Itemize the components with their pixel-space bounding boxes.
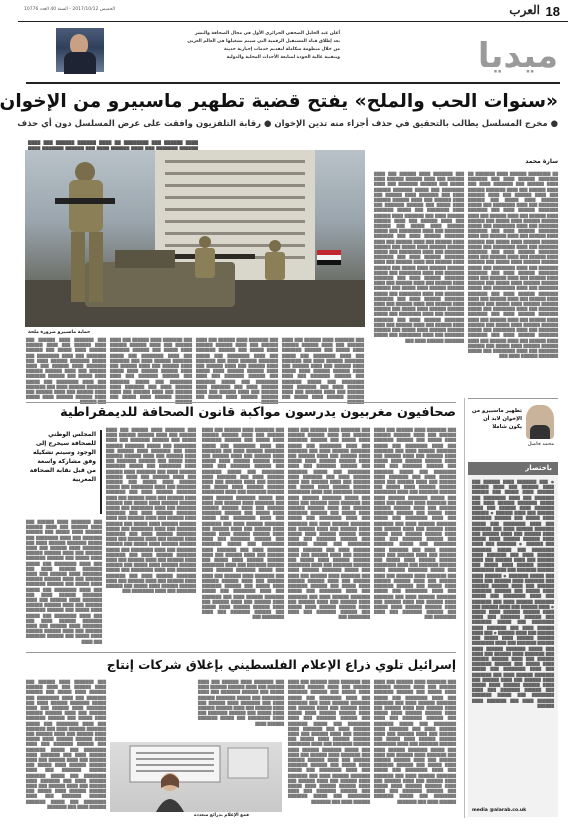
quote-name: محمد فاضل	[527, 442, 554, 447]
lead-article-col-2: ███ ███████ ████ ██████ ███ ████ ██████ ███ ████ ██████ ██████ ████ █████ ███ ██████ ███████ ███ ████ ████████ ███ █████ ███████ ██████ ████ ███ ███████ ████ ██████ ███ ████ ██████ ███ ████ ██████ ██████ ████ █████ ███ ██████ ███████ ███ ████ ████████ ███ █████ ███████ ██████ ████ ███ ███████ ████ ██████ ███ ████ ██████ ███ ████ ██████ ██████ ████ █████ ███ ██████ ███████ ███ ████ ████████ ███ █████ ███████ ██████ ████ ███ ███████ ████ ██████ ███ ████ ██████ ███ ████ ██████ ██████ ████ █████ ███ ██████ ███████ ███ ████ ████████ ███ █████ ███████ ██████ ████ ███ ███████ ████ ██████ ███ ████ ██████ ███ ████ ██████ ██████ ████ █████ ███ ██████ ███████ ███ ████ ████████ ███ █████ ███████ ██████ ████ ███ ███████ ████ ██████ ███ ████ ██████ ███ ████ ██████ ██████ ████ █████ ███ ██████ ███████ ███ ████ ████████ ███ █████ ███████ ██████ ████ ███ ███████ ████ ██████ ███ ████ ██████ ███ ████ ██████ ██████ ████ █████ ███ ██████ ███████ ███ ████ ████████ ███ █████ ███████ ██████ ████ ███ ███████ ████ ██████ ███ ████ ██████ ███ ████ ██████ ██████ ████ █████ ███ ██████ ███████ ███ ████ ████████ ███ █████ ███████ ██████ ████ ███	[374, 172, 464, 343]
section-divider	[26, 82, 560, 84]
top-brief-text	[110, 30, 340, 72]
quote-text: تطهير ماسبيرو من الإخوان لابد أن يكون شاملا	[471, 408, 522, 430]
lead-article-col-4: ███ ███████ ████ ██████ ███ ████ ██████ ███ ████ ██████ ██████ ████ █████ ███ ██████ ███████ ███ ████ ████████ ███ █████ ███████ ██████ ████ ███ ███████ ████ ██████ ███ ████ ██████ ███ ████ ██████ ██████ ████ █████ ███ ██████ ███████ ███ ████ ████████ ███ █████ ███████ ██████ ████ ███ ███████ ████ ██████ ███ ████ ██████ ███ ████ ██████ ██████ ████ █████ ███	[196, 338, 278, 400]
byline: سارة محمد	[525, 158, 558, 165]
second-story-col-4: ███ ███████ ████ ██████ ███ ████ ██████ ███ ████ ██████ ██████ ████ █████ ███ ██████ ███████ ███ ████ ████████ ███ █████ ███████ ██████ ████ ███ ███████ ████ ██████ ███ ████ ██████ ███ ████ ██████ ██████ ████ █████ ███ ██████ ███████ ███ ████ ████████ ███ █████ ███████ ██████ ████ ███ ███████ ████ ██████ ███ ████ ██████ ███ ████ ██████ ██████ ████ █████ ███ ██████ ███████ ███ ████ ████████ ███ █████ ███████ ██████ ████ ███ ███████ ████ ██████ ███ ████ ██████ ███ ████ ██████ ██████ ████ █████ ███ ██████ ███████ ███ ████ ████████ ███ █████ ███████ ██████ ████ ███ ███████ ████ ██████ ███ ████ ██████ ███ ████ ██████ ██████ ████ █████ ███ ██████ ███████ ███ ████ ████████ ███ █████ ███████ ██████ ████ ███ ███████ ████ ██████ ███ ████ ██████ ███ ████ ██████ ██████ ████ █████ ███ ██████ ███████ ███ ████ ████████ ███ █████ ███████ ██████ ████ ███ ███████ ████ ██████ ███ ████ ██████ ███ ████ ██████ ██████ ████ █████ ███ ██████ ███████ ███ ████ ████████ ███ █████ ███████ ██████ ████ ███ ███████ ████ ██████ ███ ████ ██████ ███ ████ ██████ ██████ ████ █████ ███ ██████ ███████ ███ ████ ████████ ███	[106, 428, 196, 594]
column-rule	[464, 398, 465, 818]
brief-line: من خلال منظومة متكاملة لتقديم خدمات إخبارية حديثة	[224, 47, 340, 52]
date-line: الخميس 2017/10/12 - السنة 40 العدد 10776	[24, 7, 116, 12]
soldier-scene	[25, 150, 365, 327]
lead-article-col-1: ██ ████████ ██████ ████ ███████ ██ ███████ ██████ ████ ███ ███████ ████ ██████ ███ ███████ ████ ███ ████ ██████ ███ ████ ███████ ██████ ███ ████ ██████ ███ ████ ██████ ██████ ████ █████ ███ ██████ ███████ ███ ████ ████████ ███ █████ ███████ ██████ ████ ███ ███████ ████ ██████ ███ ████ ██████ ███ ████ ██████ ██████ ████ █████ ███ ██████ ███████ ███ ████ ████████ ███ █████ ███████ ██████ ████ ███ ███████ ████ ██████ ███ ████ ██████ ███ ████ ██████ ██████ ████ █████ ███ ██████ ███████ ███ ████ ████████ ███ █████ ███████ ██████ ████ ███ ███████ ████ ██████ ███ ████ ██████ ███ ████ ██████ ██████ ████ █████ ███ ██████ ███████ ███ ████ ████████ ███ █████ ███████ ██████ ████ ███ ███████ ████ ██████ ███ ████ ██████ ███ ████ ██████ ██████ ████ █████ ███ ██████ ███████ ███ ████ ████████ ███ █████ ███████ ██████ ████ ███ ███████ ████ ██████ ███ ████ ██████ ███ ████ ██████ ██████ ████ █████ ███ ██████ ███████ ███ ████ ████████ ███ █████ ███████ ██████ ████ ███ ███████ ████ ██████ ███ ████ ██████ ███ ████ ██████ ██████ ████ █████ ███ ██████ ███████ ███ ████ ████████ ███ █████ ███████ ██████ ████ ███ ███████ ████ ██████ ███ ████ ██████ ███ ████ ██████ ██████ ████ █████ ███ ██████ ███████ ███ ████ ████████ ███ █████ ███████ ██████ ████ ███	[468, 172, 558, 359]
second-story-col-3: ███ ███████ ████ ██████ ███ ████ ██████ ███ ████ ██████ ██████ ████ █████ ███ ██████ ███████ ███ ████ ████████ ███ █████ ███████ ██████ ████ ███ ███████ ████ ██████ ███ ████ ██████ ███ ████ ██████ ██████ ████ █████ ███ ██████ ███████ ███ ████ ████████ ███ █████ ███████ ██████ ████ ███ ███████ ████ ██████ ███ ████ ██████ ███ ████ ██████ ██████ ████ █████ ███ ██████ ███████ ███ ████ ████████ ███ █████ ███████ ██████ ████ ███ ███████ ████ ██████ ███ ████ ██████ ███ ████ ██████ ██████ ████ █████ ███ ██████ ███████ ███ ████ ████████ ███ █████ ███████ ██████ ████ ███ ███████ ████ ██████ ███ ████ ██████ ███ ████ ██████ ██████ ████ █████ ███ ██████ ███████ ███ ████ ████████ ███ █████ ███████ ██████ ████ ███ ███████ ████ ██████ ███ ████ ██████ ███ ████ ██████ ██████ ████ █████ ███ ██████ ███████ ███ ████ ████████ ███ █████ ███████ ██████ ████ ███ ███████ ████ ██████ ███ ████ ██████ ███ ████ ██████ ██████ ████ █████ ███ ██████ ███████ ███ ████ ████████ ███ █████ ███████ ██████ ████ ███ ███████ ████ ██████ ███ ████ ██████ ███ ████ ██████ ██████ ████ █████ ███ ██████ ███████ ███ ████ ████████ ███	[202, 428, 284, 620]
lead-headline: «سنوات الحب والملح» يفتح قضية تطهير ماسبيرو من الإخوان	[0, 91, 558, 112]
lead-article-col-3: ███ ███████ ████ ██████ ███ ████ ██████ ███ ████ ██████ ██████ ████ █████ ███ ██████ ███████ ███ ████ ████████ ███ █████ ███████ ██████ ████ ███ ███████ ████ ██████ ███ ████ ██████ ███ ████ ██████ ██████ ████ █████ ███ ██████ ███████ ███ ████ ████████ ███ █████ ███████ ██████ ████ ███ ███████ ████ ██████ ███ ████ ██████ ███ ████ ██████ ██████ ████ █████ ███	[282, 338, 364, 400]
third-story-photo-caption: قمع الإعلام بذرائع متعددة	[194, 813, 249, 818]
brief-line: بعد إطلاق قناة المستقبل الرقمية التي سيتم تشغيلها في العالم العربي	[187, 39, 340, 44]
page-header	[18, 0, 568, 22]
second-story-top-rule	[26, 402, 456, 403]
masthead-logo: العرب	[509, 3, 540, 17]
newsroom-scene	[110, 742, 282, 812]
lead-intro-text: ████ ██████ ███ ████████ ██ ████ ██████ ██████ ███ ████ ██████ ███████ ███ ████ ██████ ████ ███ ██████ ███████ ████	[28, 140, 198, 151]
page-number: 18	[545, 4, 560, 19]
third-story-col-3: ███ ███████ ████ ██████ ███ ████ ██████ ███ ████ ██████ ██████ ████ █████ ███ ██████ ███████ ███ ████ ████████ ███ █████ ███████ ██████ ████ ███ ███████ ████ ██████ ███ ████ ██████ ███ ████ ██████ ██████ ████ █████ ███ ██████ ███████ ███ ████ ████████ ███ █████ ███████ ██████ ████	[198, 680, 284, 726]
quote-portrait	[526, 405, 554, 439]
lead-subheadline: ● مخرج المسلسل يطالب بالتحقيق في حذف أجزاء منه تدين الإخوان ● رقابة التلفزيون وافقت على عرض المسلسل دون أي حذف	[17, 119, 558, 129]
sidebar-title: باختصار	[525, 464, 552, 472]
top-brief-photo	[56, 28, 104, 72]
second-story-col-1: ███ ███████ ████ ██████ ███ ████ ██████ ███ ████ ██████ ██████ ████ █████ ███ ██████ ███████ ███ ████ ████████ ███ █████ ███████ ██████ ████ ███ ███████ ████ ██████ ███ ████ ██████ ███ ████ ██████ ██████ ████ █████ ███ ██████ ███████ ███ ████ ████████ ███ █████ ███████ ██████ ████ ███ ███████ ████ ██████ ███ ████ ██████ ███ ████ ██████ ██████ ████ █████ ███ ██████ ███████ ███ ████ ████████ ███ █████ ███████ ██████ ████ ███ ███████ ████ ██████ ███ ████ ██████ ███ ████ ██████ ██████ ████ █████ ███ ██████ ███████ ███ ████ ████████ ███ █████ ███████ ██████ ████ ███ ███████ ████ ██████ ███ ████ ██████ ███ ████ ██████ ██████ ████ █████ ███ ██████ ███████ ███ ████ ████████ ███ █████ ███████ ██████ ████ ███ ███████ ████ ██████ ███ ████ ██████ ███ ████ ██████ ██████ ████ █████ ███ ██████ ███████ ███ ████ ████████ ███ █████ ███████ ██████ ████ ███ ███████ ████ ██████ ███ ████ ██████ ███ ████ ██████ ██████ ████ █████ ███ ██████ ███████ ███ ████ ████████ ███ █████ ███████ ██████ ████ ███ ███████ ████ ██████ ███ ████ ██████ ███ ████ ██████ ██████ ████ █████ ███ ██████ ███████ ███ ████ ████████ ███	[374, 428, 456, 620]
lead-article-col-6: ███ ███████ ████ ██████ ███ ████ ██████ ███ ████ ██████ ██████ ████ █████ ███ ██████ ███████ ███ ████ ████████ ███ █████ ███████ ██████ ████ ███ ███████ ████ ██████ ███ ████ ██████ ███ ████ ██████ ██████ ████ █████ ███ ██████ ███████ ███ ████ ████████ ███ █████ ███████ ██████ ████ ███ ███████ ████ ██████ ███ ████ ██████ ███ ████ ██████ ██████ ████ █████	[26, 338, 106, 400]
sidebar-box	[468, 462, 558, 817]
third-story-photo	[110, 742, 282, 812]
sidebar-title-bar	[468, 462, 558, 475]
third-story-headline: إسرائيل تلوي ذراع الإعلام الفلسطيني بإغلاق شركات إنتاج	[106, 658, 456, 672]
sidebar-email: media @alarab.co.uk	[472, 808, 527, 813]
lead-photo	[25, 150, 365, 327]
second-story-col-5: ███ ███████ ████ ██████ ███ ████ ██████ ███ ████ ██████ ██████ ████ █████ ███ ██████ ███████ ███ ████ ████████ ███ █████ ███████ ██████ ████ ███ ███████ ████ ██████ ███ ████ ██████ ███ ████ ██████ ██████ ████ █████ ███ ██████ ███████ ███ ████ ████████ ███ █████ ███████ ██████ ████ ███ ███████ ████ ██████ ███ ████ ██████ ███ ████ ██████ ██████ ████ █████ ███ ██████ ███████ ███ ████ ████████ ███ █████ ███████ ██████ ████ ███ ███████ ████ ██████ ███ ████ ██████ ███ ████ ██████ ██████ ████ █████ ███ ██████ ███████ ███ ████ ████████ ███ █████ ███████ ██████ ████ ███ ███████ ████ ██████ ███ ████ ██████ ███ ████ ██████ ██████ ████ █████ ███ ██████ ███████ ███ ████	[26, 520, 102, 644]
third-story-top-rule	[26, 652, 456, 653]
sidebar-body: ● ███ ███████ ████ ██████ ███ ████ ██████ ███ ████ ██████ ██████ ████ █████ ███ ██████ ███████ ███ ████ ████████ ███ █████ ███████ ██████ ████ ███ ███████ ████ ██████ ███ ████ ██████ ███ ████ ██████ ● ██████ ████ █████ ███ ██████ ███████ ███ ████ ████████ ███ █████ ███████ ██████ ████ ███ ███████ ████ ██████ ███ ████ ██████ ███ ████ ██████ ██████ ████ █████ ███ ██████ ● ███████ ███ ████ ████████ ███ █████ ███████ ██████ ████ ███ ███████ ████ ██████ ███ ████ ██████ ███ ████ ██████ ██████ ████ █████ ███ ██████ ███████ ███ ████ ████████ ███ █████ ███████ ● ██████ ████ ███ ███████ ████ ██████ ███ ████ ██████ ███ ████ ██████ ██████ ████ █████ ███ ██████ ███████ ███ ████ ████████ ███ █████ ███████ ██████ ████ ███ ███████ ● ████ ██████ ███ ████ ██████ ███ ████ ██████ ██████ ████ █████ ███ ██████ ███████ ███ ████ ████████ ███ █████ ███████ ██████ ████ ███ ███████ ████ ██████ ███ ████ ██████ ● ███ ████ ██████ ██████ ████ █████ ███ ██████ ███████ ███ ████ ████████ ███ █████ ███████ ██████ ████ ███ ███████ ████ ██████ ███ ████ ██████ ███ ████ ██████ ██████ ████ █████ ███ ██████ ███████ ███ ████ ████████ ███ █████ ███████ ██████ ████ ███ ███████ ████ ██████ ███ ████ ██████ ███ ████ ██████ ██████ ████ █████ ███ ██████ ███████ ███ ████ ████████ ███ █████ ███████ ██████ ████ ███ ███████ ████ ██████	[472, 480, 554, 708]
second-story-headline: صحافيون مغربيون يدرسون مواكبة قانون الصحافة للديمقراطية	[60, 405, 456, 420]
second-story-col-2: ███ ███████ ████ ██████ ███ ████ ██████ ███ ████ ██████ ██████ ████ █████ ███ ██████ ███████ ███ ████ ████████ ███ █████ ███████ ██████ ████ ███ ███████ ████ ██████ ███ ████ ██████ ███ ████ ██████ ██████ ████ █████ ███ ██████ ███████ ███ ████ ████████ ███ █████ ███████ ██████ ████ ███ ███████ ████ ██████ ███ ████ ██████ ███ ████ ██████ ██████ ████ █████ ███ ██████ ███████ ███ ████ ████████ ███ █████ ███████ ██████ ████ ███ ███████ ████ ██████ ███ ████ ██████ ███ ████ ██████ ██████ ████ █████ ███ ██████ ███████ ███ ████ ████████ ███ █████ ███████ ██████ ████ ███ ███████ ████ ██████ ███ ████ ██████ ███ ████ ██████ ██████ ████ █████ ███ ██████ ███████ ███ ████ ████████ ███ █████ ███████ ██████ ████ ███ ███████ ████ ██████ ███ ████ ██████ ███ ████ ██████ ██████ ████ █████ ███ ██████ ███████ ███ ████ ████████ ███ █████ ███████ ██████ ████ ███ ███████ ████ ██████ ███ ████ ██████ ███ ████ ██████ ██████ ████ █████ ███ ██████ ███████ ███ ████ ████████ ███ █████ ███████ ██████ ████ ███ ███████ ████ ██████ ███ ████ ██████ ███ ████ ██████ ██████ ████ █████ ███ ██████ ███████ ███ ████ ████████ ███	[288, 428, 370, 620]
pullquote-text: المجلس الوطني للصحافة سيخرج إلى الوجود وسيتم تشكيله وفق مشاركة واسعة من قبل نقابة الصحافة المغربية	[29, 431, 96, 483]
brief-line: أعلن عبد الخليل الصحفي الجزائري الأول في مجال الصحافة والنشر	[194, 31, 340, 36]
lead-photo-caption: حماية ماسبيرو ضرورة ملحة	[28, 330, 91, 335]
section-title: ميديا	[477, 36, 558, 76]
third-story-col-4: ███ ███████ ████ ██████ ███ ████ ██████ ███ ████ ██████ ██████ ████ █████ ███ ██████ ███████ ███ ████ ████████ ███ █████ ███████ ██████ ████ ███ ███████ ████ ██████ ███ ████ ██████ ███ ████ ██████ ██████ ████ █████ ███ ██████ ███████ ███ ████ ████████ ███ █████ ███████ ██████ ████ ███ ███████ ████ ██████ ███ ████ ██████ ███ ████ ██████ ██████ ████ █████ ███ ██████ ███████ ███ ████ ████████ ███ █████ ███████ ██████ ████ ███ ███████ ████ ██████ ███ ████ ██████ ███ ████ ██████ ██████ ████ █████ ███ ██████ ███████ ███ ████ ████████ ███ █████ ███████ ██████ ████ ███ ███████ ████ ██████ ███ ████ ██████ ███ ████ ██████ ██████ ████ █████ ███ ██████ ███████ ███ ████ ████████ ███ █████ ███████ ██████ ████ ███ ███████	[26, 680, 106, 809]
lead-article-col-5: ███ ███████ ████ ██████ ███ ████ ██████ ███ ████ ██████ ██████ ████ █████ ███ ██████ ███████ ███ ████ ████████ ███ █████ ███████ ██████ ████ ███ ███████ ████ ██████ ███ ████ ██████ ███ ████ ██████ ██████ ████ █████ ███ ██████ ███████ ███ ████ ████████ ███ █████ ███████ ██████ ████ ███ ███████ ████ ██████ ███ ████ ██████ ███ ████ ██████ ██████ ████ █████ ███	[110, 338, 192, 400]
quote-box	[468, 398, 558, 458]
third-story-col-1: ███ ███████ ████ ██████ ███ ████ ██████ ███ ████ ██████ ██████ ████ █████ ███ ██████ ███████ ███ ████ ████████ ███ █████ ███████ ██████ ████ ███ ███████ ████ ██████ ███ ████ ██████ ███ ████ ██████ ██████ ████ █████ ███ ██████ ███████ ███ ████ ████████ ███ █████ ███████ ██████ ████ ███ ███████ ████ ██████ ███ ████ ██████ ███ ████ ██████ ██████ ████ █████ ███ ██████ ███████ ███ ████ ████████ ███ █████ ███████ ██████ ████ ███ ███████ ████ ██████ ███ ████ ██████ ███ ████ ██████ ██████ ████ █████ ███ ██████ ███████ ███ ████ ████████ ███ █████ ███████ ██████ ████ ███ ███████ ████ ██████ ███ ████ ██████ ███ ████ ██████ ██████ ████ █████ ███ ██████ ███████ ███ ████ ████████ ███ █████ ███████ ██████ ████ ███ ███████	[374, 680, 456, 804]
second-story-pullquote	[28, 430, 102, 514]
brief-line: وبتقنية عالية الجودة لمتابعة الأحداث المحلية والدولية	[226, 55, 340, 60]
third-story-col-2: ███ ███████ ████ ██████ ███ ████ ██████ ███ ████ ██████ ██████ ████ █████ ███ ██████ ███████ ███ ████ ████████ ███ █████ ███████ ██████ ████ ███ ███████ ████ ██████ ███ ████ ██████ ███ ████ ██████ ██████ ████ █████ ███ ██████ ███████ ███ ████ ████████ ███ █████ ███████ ██████ ████ ███ ███████ ████ ██████ ███ ████ ██████ ███ ████ ██████ ██████ ████ █████ ███ ██████ ███████ ███ ████ ████████ ███ █████ ███████ ██████ ████ ███ ███████ ████ ██████ ███ ████ ██████ ███ ████ ██████ ██████ ████ █████ ███ ██████ ███████ ███ ████ ████████ ███ █████ ███████ ██████ ████ ███ ███████ ████ ██████ ███ ████ ██████ ███ ████ ██████ ██████ ████ █████ ███ ██████ ███████ ███ ████ ████████ ███ █████ ███████ ██████ ████ ███ ███████	[288, 680, 370, 804]
